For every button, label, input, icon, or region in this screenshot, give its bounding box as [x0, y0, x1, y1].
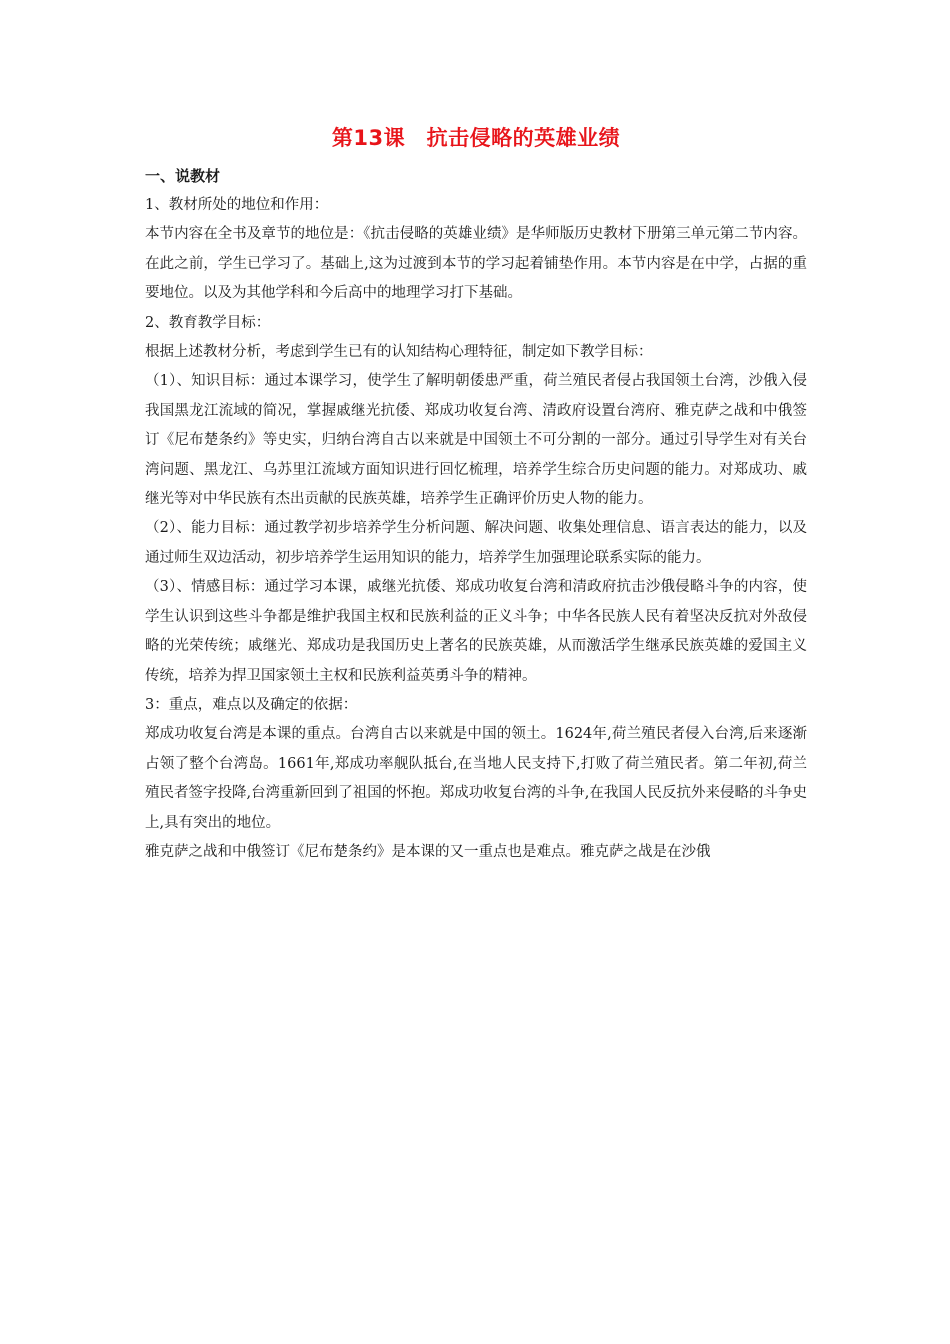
page-title: 第13课 抗击侵略的英雄业绩 — [331, 126, 621, 150]
paragraph-key-point-taiwan: 郑成功收复台湾是本课的重点。台湾自古以来就是中国的领土。1624年,荷兰殖民者侵入台湾,后来逐渐占领了整个台湾岛。1661年,郑成功率舰队抵台,在当地人民支持下,打败了荷兰殖民者。第二年初,荷兰殖民者签字投降,台湾重新回到了祖国的怀抱。郑成功收复台湾的斗争,在我国人民反抗外来侵略的斗争史上,具有突出的地位。 — [145, 726, 807, 831]
paragraph-goals-intro: 根据上述教材分析，考虑到学生已有的认知结构心理特征，制定如下教学目标： — [145, 344, 653, 361]
subheading-teaching-goals: 2、教育教学目标： — [145, 314, 271, 331]
document-page — [145, 120, 807, 867]
section-heading-textbook: 一、说教材 — [145, 167, 221, 185]
subheading-key-points: 3：重点，难点以及确定的依据： — [145, 696, 358, 713]
paragraph-position-role: 本节内容在全书及章节的地位是：《抗击侵略的英雄业绩》是华师版历史教材下册第三单元第二节内容。在此之前，学生已学习了。基础上,这为过渡到本节的学习起着铺垫作用。本节内容是在中学，占据的重要地位。以及为其他学科和今后高中的地理学习打下基础。 — [145, 226, 807, 302]
paragraph-ability-goal: （2）、能力目标：通过教学初步培养学生分析问题、解决问题、收集处理信息、语言表达的能力，以及通过师生双边活动，初步培养学生运用知识的能力，培养学生加强理论联系实际的能力。 — [145, 520, 807, 566]
subheading-position-role: 1、教材所处的地位和作用： — [145, 197, 329, 213]
paragraph-knowledge-goal: （1）、知识目标：通过本课学习，使学生了解明朝倭患严重，荷兰殖民者侵占我国领土台湾，沙俄入侵我国黑龙江流域的简况，掌握戚继光抗倭、郑成功收复台湾、清政府设置台湾府、雅克萨之战和中俄签订《尼布楚条约》等史实，归纳台湾自古以来就是中国领土不可分割的一部分。通过引导学生对有关台湾问题、黑龙江、乌苏里江流域方面知识进行回忆梳理，培养学生综合历史问题的能力。对郑成功、戚继光等对中华民族有杰出贡献的民族英雄，培养学生正确评价历史人物的能力。 — [145, 373, 807, 508]
paragraph-key-point-yaksa: 雅克萨之战和中俄签订《尼布楚条约》是本课的又一重点也是难点。雅克萨之战是在沙俄 — [145, 843, 711, 860]
paragraph-emotion-goal: （3）、情感目标：通过学习本课，戚继光抗倭、郑成功收复台湾和清政府抗击沙俄侵略斗争的内容，使学生认识到这些斗争都是维护我国主权和民族利益的正义斗争；中华各民族人民有着坚决反抗对外敌侵略的光荣传统；戚继光、郑成功是我国历史上著名的民族英雄，从而激活学生继承民族英雄的爱国主义传统，培养为捍卫国家领土主权和民族利益英勇斗争的精神。 — [145, 579, 807, 684]
